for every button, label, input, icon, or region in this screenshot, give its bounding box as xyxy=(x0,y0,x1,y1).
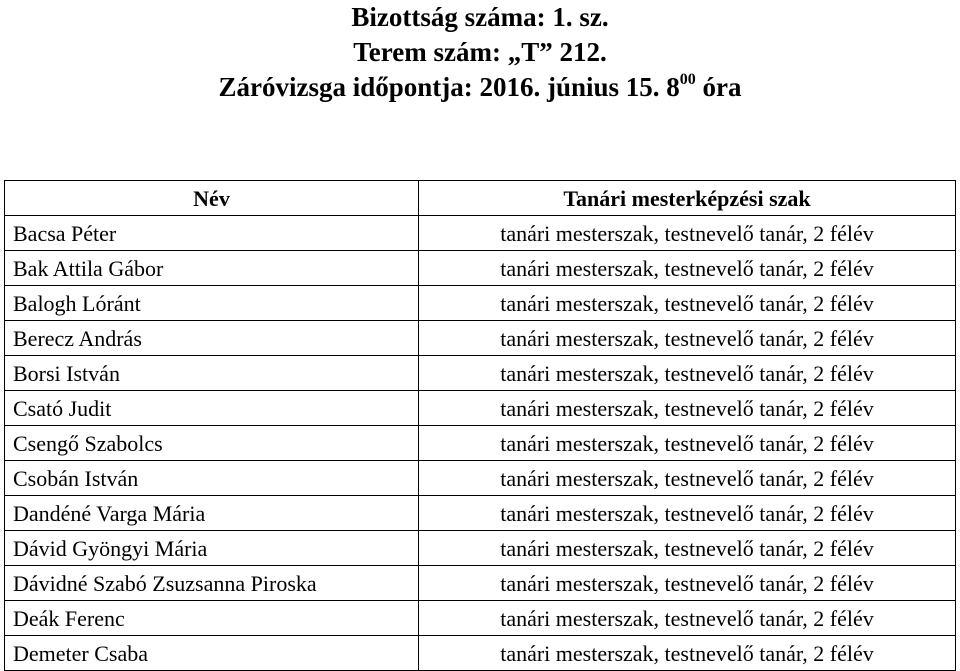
student-name-cell: Dávidné Szabó Zsuzsanna Piroska xyxy=(5,566,419,601)
student-name-cell: Csengő Szabolcs xyxy=(5,426,419,461)
program-cell: tanári mesterszak, testnevelő tanár, 2 félév xyxy=(419,286,956,321)
table-row xyxy=(5,286,956,321)
program-cell: tanári mesterszak, testnevelő tanár, 2 félév xyxy=(419,251,956,286)
student-name-cell: Deák Ferenc xyxy=(5,601,419,636)
exam-time-minutes: 00 xyxy=(679,71,696,88)
table-row xyxy=(5,601,956,636)
table-row xyxy=(5,321,956,356)
table-row xyxy=(5,566,956,601)
table-header-row xyxy=(5,181,956,216)
room-number: Terem szám: „T” 212. xyxy=(353,37,607,67)
program-cell: tanári mesterszak, testnevelő tanár, 2 félév xyxy=(419,216,956,251)
table-row xyxy=(5,636,956,671)
student-roster-table xyxy=(4,180,956,671)
table-row xyxy=(5,426,956,461)
student-name-cell: Bacsa Péter xyxy=(5,216,419,251)
committee-number: Bizottság száma: 1. sz. xyxy=(351,2,609,32)
student-name-cell: Bak Attila Gábor xyxy=(5,251,419,286)
program-cell: tanári mesterszak, testnevelő tanár, 2 félév xyxy=(419,321,956,356)
table-row xyxy=(5,391,956,426)
program-cell: tanári mesterszak, testnevelő tanár, 2 félév xyxy=(419,496,956,531)
student-name-cell: Balogh Lóránt xyxy=(5,286,419,321)
table-row xyxy=(5,461,956,496)
program-cell: tanári mesterszak, testnevelő tanár, 2 félév xyxy=(419,461,956,496)
table-body xyxy=(5,216,956,671)
program-cell: tanári mesterszak, testnevelő tanár, 2 félév xyxy=(419,531,956,566)
table-row xyxy=(5,496,956,531)
program-cell: tanári mesterszak, testnevelő tanár, 2 félév xyxy=(419,426,956,461)
exam-date: Záróvizsga időpontja: 2016. június 15. 8 xyxy=(218,72,680,102)
table-row xyxy=(5,216,956,251)
exam-datetime xyxy=(0,72,960,102)
exam-time-suffix: óra xyxy=(695,72,742,102)
student-name-cell: Demeter Csaba xyxy=(5,636,419,671)
table-row xyxy=(5,531,956,566)
program-cell: tanári mesterszak, testnevelő tanár, 2 félév xyxy=(419,566,956,601)
student-name-cell: Berecz András xyxy=(5,321,419,356)
program-cell: tanári mesterszak, testnevelő tanár, 2 félév xyxy=(419,391,956,426)
column-header-name: Név xyxy=(5,181,419,216)
student-name-cell: Dávid Gyöngyi Mária xyxy=(5,531,419,566)
student-name-cell: Csató Judit xyxy=(5,391,419,426)
student-name-cell: Csobán István xyxy=(5,461,419,496)
program-cell: tanári mesterszak, testnevelő tanár, 2 félév xyxy=(419,636,956,671)
program-cell: tanári mesterszak, testnevelő tanár, 2 félév xyxy=(419,356,956,391)
column-header-program: Tanári mesterképzési szak xyxy=(419,181,956,216)
table-row xyxy=(5,356,956,391)
program-cell: tanári mesterszak, testnevelő tanár, 2 félév xyxy=(419,601,956,636)
student-name-cell: Borsi István xyxy=(5,356,419,391)
table-row xyxy=(5,251,956,286)
student-name-cell: Dandéné Varga Mária xyxy=(5,496,419,531)
